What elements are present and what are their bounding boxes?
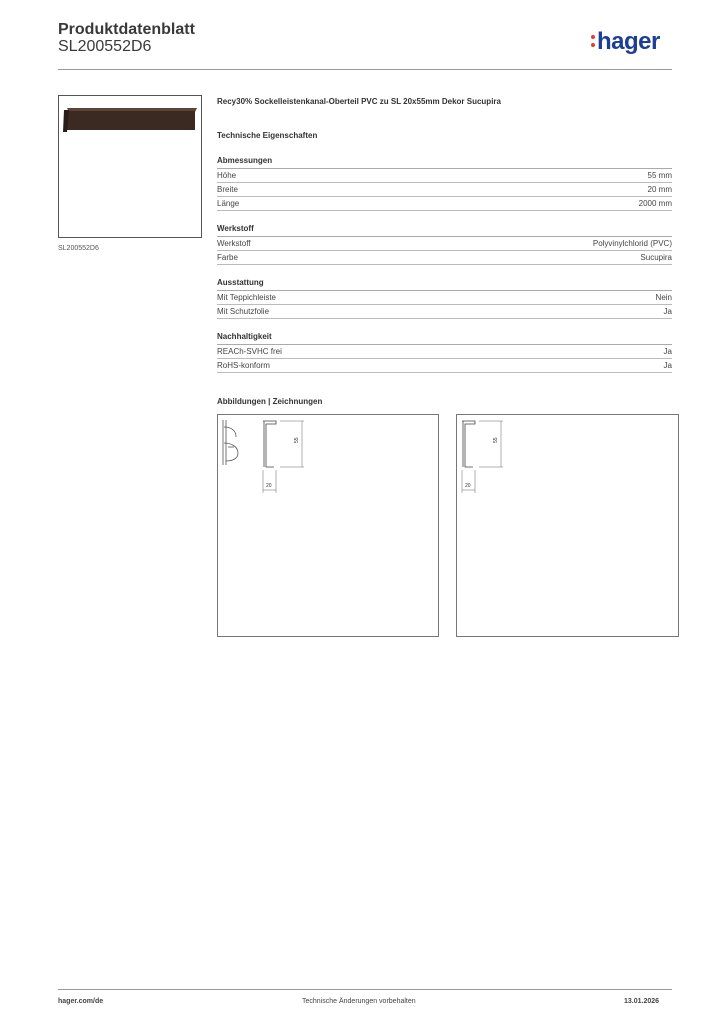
row-value: 20 mm [647,185,672,194]
section-title: Abmessungen [217,156,672,169]
document-title: Produktdatenblatt [58,21,195,38]
table-row [217,251,672,265]
header-divider [58,69,672,70]
row-label: Werkstoff [217,239,251,248]
row-label: Mit Teppichleiste [217,293,276,302]
section-material [217,224,672,265]
row-label: Mit Schutzfolie [217,307,270,316]
section-dimensions [217,156,672,211]
row-value: Ja [663,361,672,370]
profile-drawing-2 [457,415,678,636]
section-equipment [217,278,672,319]
section-title: Werkstoff [217,224,672,237]
technical-drawing-1 [217,414,439,637]
footer-divider [58,989,672,990]
row-value: Sucupira [640,253,672,262]
product-code: SL200552D6 [58,38,152,55]
table-row [217,169,672,183]
row-value: 55 mm [647,171,672,180]
logo-dots-icon [591,32,596,50]
row-value: Nein [655,293,672,302]
section-title: Nachhaltigkeit [217,332,672,345]
section-title: Ausstattung [217,278,672,291]
table-row [217,237,672,251]
image-caption: SL200552D6 [58,245,99,252]
hager-logo [591,28,660,56]
row-label: REACh-SVHC frei [217,347,282,356]
table-row [217,197,672,211]
table-row [217,183,672,197]
row-value: Ja [663,347,672,356]
product-image [58,95,202,238]
table-row [217,305,672,319]
table-row [217,345,672,359]
table-row [217,359,672,373]
dim-width-label: 20 [465,483,471,489]
technical-drawing-2 [456,414,679,637]
figures-title: Abbildungen | Zeichnungen [217,397,323,406]
row-value: Ja [663,307,672,316]
row-label: Breite [217,185,238,194]
profile-drawing-1 [218,415,438,636]
row-label: RoHS-konform [217,361,270,370]
row-label: Länge [217,199,240,208]
footer-notice: Technische Änderungen vorbehalten [302,998,416,1005]
row-label: Höhe [217,171,237,180]
footer-website-link[interactable]: hager.com/de [58,998,104,1005]
row-value: 2000 mm [638,199,672,208]
table-row [217,291,672,305]
product-name: Recy30% Sockelleistenkanal-Oberteil PVC zu SL 20x55mm Dekor Sucupira [217,97,501,106]
dim-height-label: 55 [294,437,300,443]
product-profile-illustration [59,96,201,237]
footer-date: 13.01.2026 [624,998,660,1005]
technical-properties-title: Technische Eigenschaften [217,131,318,140]
dim-height-label: 55 [493,437,499,443]
row-label: Farbe [217,253,238,262]
dim-width-label: 20 [266,483,272,489]
row-value: Polyvinylchlorid (PVC) [592,239,672,248]
section-sustainability [217,332,672,373]
logo-text: hager [597,28,660,55]
